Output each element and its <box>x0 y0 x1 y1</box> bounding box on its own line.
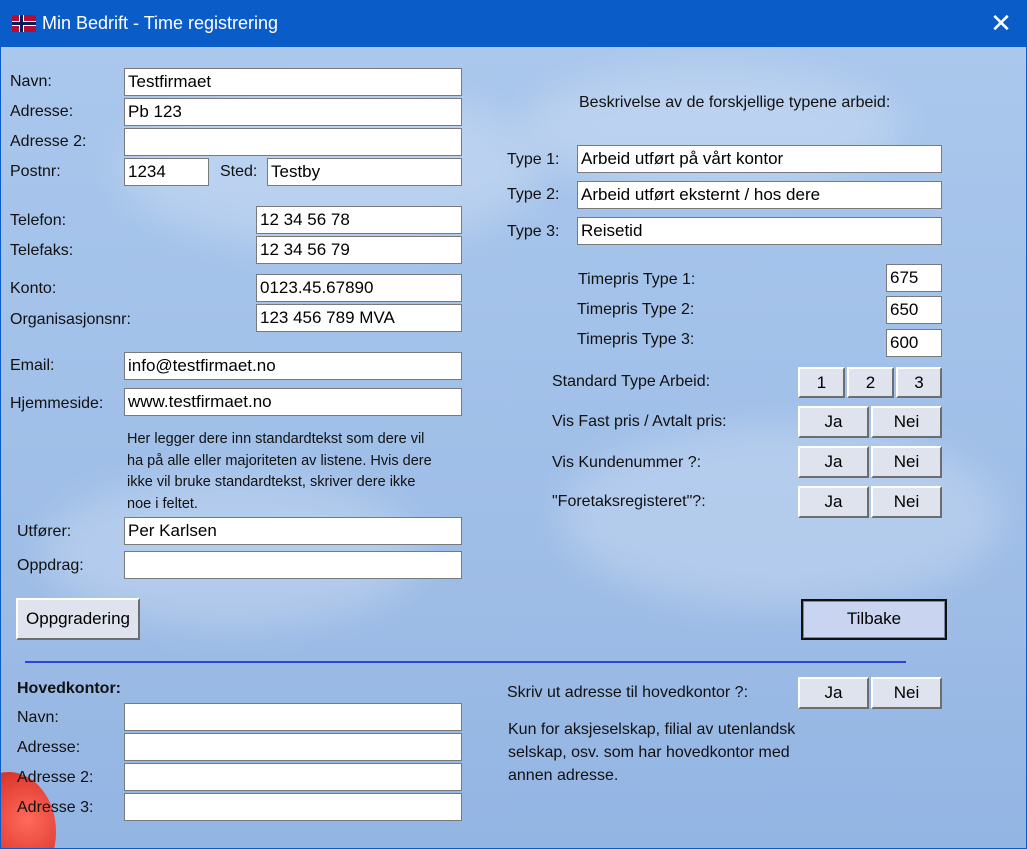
kundenummer-label: Vis Kundenummer ?: <box>552 454 702 471</box>
window-title: Min Bedrift - Time registrering <box>42 13 279 33</box>
close-icon[interactable]: ✕ <box>990 8 1012 38</box>
adresse-label: Adresse: <box>10 103 74 120</box>
foretak-nei-button[interactable]: Nei <box>871 486 942 518</box>
hk-navn-label: Navn: <box>17 709 59 726</box>
title-bar <box>0 0 1027 47</box>
rate3-field[interactable]: 600 <box>886 329 942 357</box>
rate2-label: Timepris Type 2: <box>577 301 695 318</box>
foretak-ja-button[interactable]: Ja <box>798 486 869 518</box>
type3-label: Type 3: <box>507 223 560 240</box>
email-field[interactable]: info@testfirmaet.no <box>124 352 462 380</box>
rate1-label: Timepris Type 1: <box>578 271 696 288</box>
navn-label: Navn: <box>10 73 52 90</box>
telefon-label: Telefon: <box>10 212 67 229</box>
foretak-label: "Foretaksregisteret"?: <box>552 493 706 510</box>
norway-flag-icon <box>12 15 36 32</box>
utforer-field[interactable]: Per Karlsen <box>124 517 462 545</box>
divider <box>25 661 906 663</box>
type1-field[interactable]: Arbeid utført på vårt kontor <box>577 145 942 173</box>
adresse-field[interactable]: Pb 123 <box>124 98 462 126</box>
postnr-label: Postnr: <box>10 163 61 180</box>
adresse2-field[interactable] <box>124 128 462 156</box>
kundenummer-nei-button[interactable]: Nei <box>871 446 942 478</box>
hjemmeside-field[interactable]: www.testfirmaet.no <box>124 388 462 416</box>
standard-type-label: Standard Type Arbeid: <box>552 373 711 390</box>
hk-print-ja-button[interactable]: Ja <box>798 677 869 709</box>
email-label: Email: <box>10 357 55 374</box>
utforer-label: Utfører: <box>17 523 72 540</box>
tilbake-button[interactable]: Tilbake <box>801 599 947 640</box>
hk-adresse2-label: Adresse 2: <box>17 769 94 786</box>
form-body <box>1 47 1026 848</box>
telefaks-field[interactable]: 12 34 56 79 <box>256 236 462 264</box>
konto-label: Konto: <box>10 280 57 297</box>
rate3-label: Timepris Type 3: <box>577 331 695 348</box>
oppdrag-label: Oppdrag: <box>17 557 84 574</box>
hovedkontor-heading: Hovedkontor: <box>17 680 121 697</box>
type-3-button[interactable]: 3 <box>896 367 942 398</box>
fastpris-label: Vis Fast pris / Avtalt pris: <box>552 413 727 430</box>
oppdrag-field[interactable] <box>124 551 462 579</box>
hk-print-nei-button[interactable]: Nei <box>871 677 942 709</box>
rate2-field[interactable]: 650 <box>886 296 942 324</box>
fastpris-ja-button[interactable]: Ja <box>798 406 869 438</box>
adresse2-label: Adresse 2: <box>10 133 87 150</box>
sted-field[interactable]: Testby <box>267 158 462 186</box>
hovedkontor-note: Kun for aksjeselskap, filial av utenlandsk selskap, osv. som har hovedkontor med annen adresse. <box>508 721 796 784</box>
hk-adresse3-field[interactable] <box>124 793 462 821</box>
rate1-field[interactable]: 675 <box>886 264 942 292</box>
type-2-button[interactable]: 2 <box>847 367 894 398</box>
telefaks-label: Telefaks: <box>10 242 74 259</box>
orgnr-field[interactable]: 123 456 789 MVA <box>256 304 462 332</box>
type1-label: Type 1: <box>507 151 560 168</box>
hk-adresse2-field[interactable] <box>124 763 462 791</box>
orgnr-label: Organisasjonsnr: <box>10 311 131 328</box>
hk-adresse-field[interactable] <box>124 733 462 761</box>
navn-field[interactable]: Testfirmaet <box>124 68 462 96</box>
konto-field[interactable]: 0123.45.67890 <box>256 274 462 302</box>
hk-adresse-label: Adresse: <box>17 739 81 756</box>
fastpris-nei-button[interactable]: Nei <box>871 406 942 438</box>
type2-field[interactable]: Arbeid utført eksternt / hos dere <box>577 181 942 209</box>
type3-field[interactable]: Reisetid <box>577 217 942 245</box>
standard-text-note: Her legger dere inn standardtekst som dere vil ha på alle eller majoriteten av listene. Hvis dere ikke vil bruke standardtekst, skriver dere ikke noe i feltet. <box>127 431 432 512</box>
kundenummer-ja-button[interactable]: Ja <box>798 446 869 478</box>
type-1-button[interactable]: 1 <box>798 367 845 398</box>
oppgradering-button[interactable]: Oppgradering <box>16 598 140 640</box>
hk-navn-field[interactable] <box>124 703 462 731</box>
hk-adresse3-label: Adresse 3: <box>17 799 94 816</box>
type2-label: Type 2: <box>507 186 560 203</box>
postnr-field[interactable]: 1234 <box>124 158 209 186</box>
work-types-heading: Beskrivelse av de forskjellige typene arbeid: <box>579 94 891 111</box>
hjemmeside-label: Hjemmeside: <box>10 395 104 412</box>
sted-label: Sted: <box>220 163 258 180</box>
hk-print-label: Skriv ut adresse til hovedkontor ?: <box>507 684 749 701</box>
telefon-field[interactable]: 12 34 56 78 <box>256 206 462 234</box>
